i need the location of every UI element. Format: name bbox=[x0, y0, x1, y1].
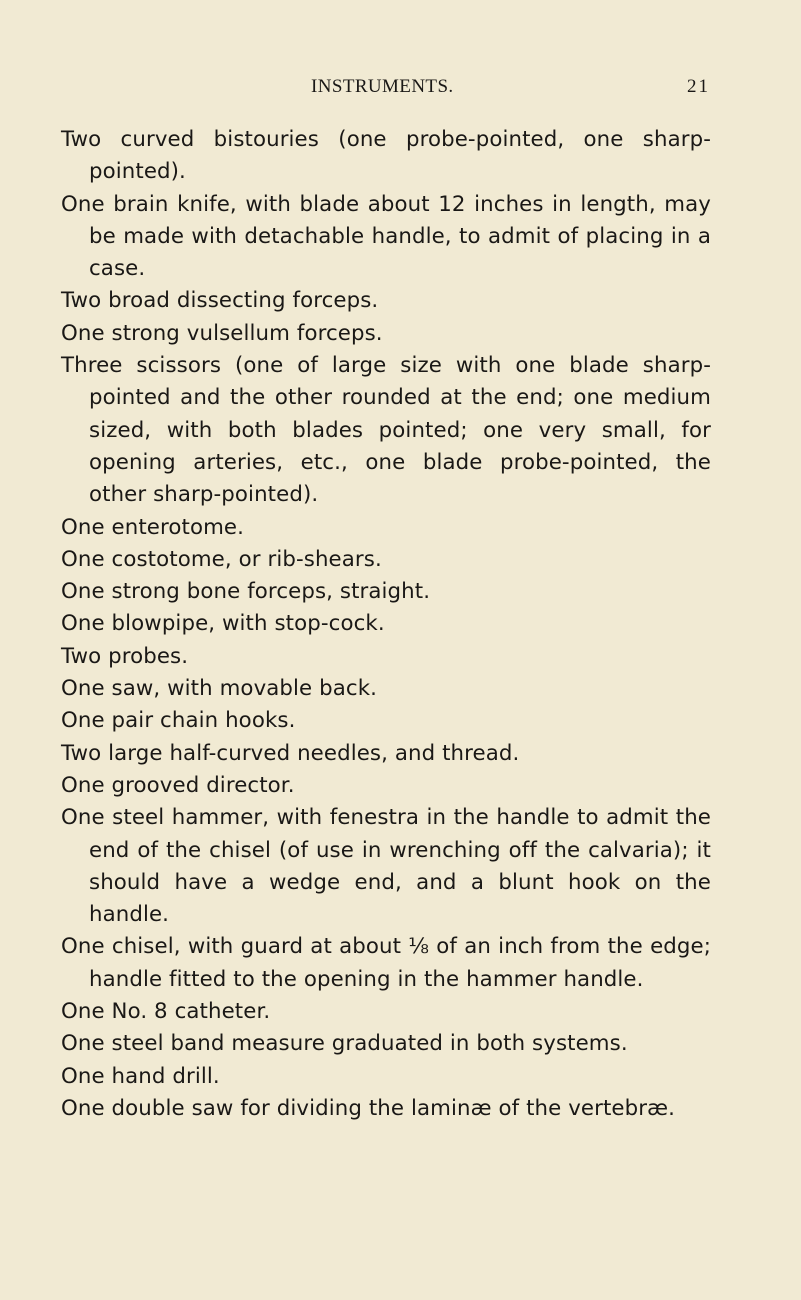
list-item: One grooved director. bbox=[61, 772, 295, 798]
page-number: 21 bbox=[687, 76, 710, 97]
page-title: INSTRUMENTS. bbox=[311, 76, 454, 97]
list-item: One brain knife, with blade about 12 inches in length, may be made with detachable handle, to admit of placing in a case. bbox=[61, 191, 711, 282]
list-item: One costotome, or rib-shears. bbox=[61, 546, 382, 572]
list-item: One chisel, with guard at about ⅛ of an inch from the edge; handle fitted to the opening in the hammer handle. bbox=[61, 934, 711, 992]
instrument-list bbox=[61, 124, 711, 1125]
list-item: One strong vulsellum forceps. bbox=[61, 320, 383, 346]
list-item: One double saw for dividing the laminæ of the vertebræ. bbox=[61, 1095, 675, 1121]
running-header bbox=[60, 76, 710, 106]
list-item: Three scissors (one of large size with one blade sharp-pointed and the other rounded at the end; one medium sized, with both blades pointed; one very small, for opening arteries, etc., one blade probe-pointed, the other sharp-pointed). bbox=[61, 353, 711, 508]
list-item: One pair chain hooks. bbox=[61, 708, 296, 734]
list-item: One hand drill. bbox=[61, 1063, 220, 1089]
list-item: One steel band measure graduated in both systems. bbox=[61, 1031, 628, 1057]
list-item: Two probes. bbox=[61, 643, 189, 669]
list-item: One blowpipe, with stop-cock. bbox=[61, 611, 385, 637]
list-item: Two large half-curved needles, and thread. bbox=[61, 740, 520, 766]
list-item: Two broad dissecting forceps. bbox=[61, 288, 379, 314]
list-item: One saw, with movable back. bbox=[61, 676, 378, 702]
list-item: One enterotome. bbox=[61, 514, 245, 540]
list-item: One strong bone forceps, straight. bbox=[61, 579, 431, 605]
list-item: One steel hammer, with fenestra in the handle to admit the end of the chisel (of use in wrenching off the calvaria); it should have a wedge end, and a blunt hook on the handle. bbox=[61, 805, 711, 928]
list-item: Two curved bistouries (one probe-pointed, one sharp-pointed). bbox=[61, 127, 711, 185]
list-item: One No. 8 catheter. bbox=[61, 999, 271, 1025]
